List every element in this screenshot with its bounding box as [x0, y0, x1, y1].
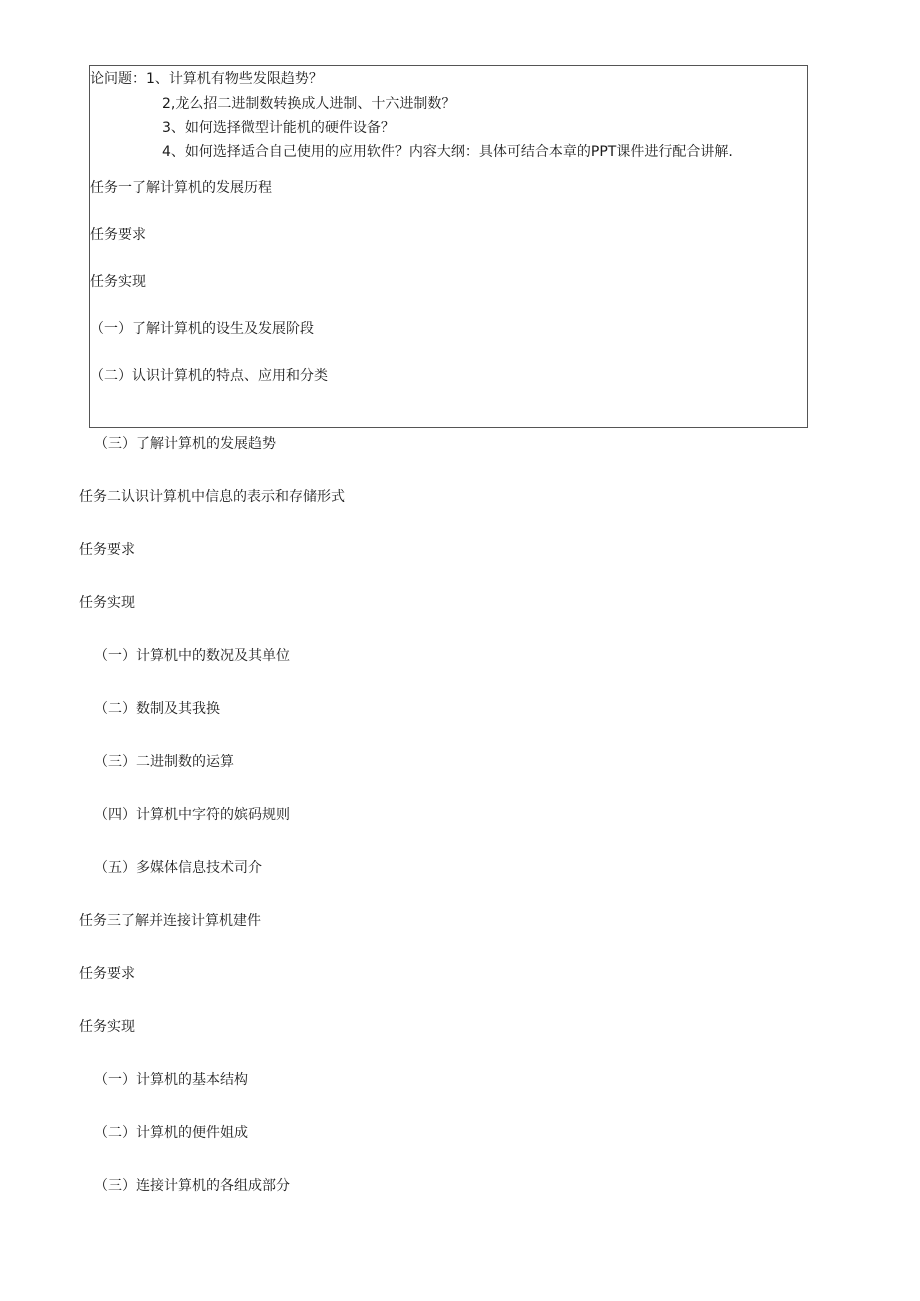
task3-item-2: （二）计算机的便件姐成 [94, 1125, 248, 1141]
discussion-question-3: 3、如何选择微型计能机的硬件设备？ [162, 120, 395, 136]
task3-item-1: （一）计算机的基本结构 [94, 1072, 248, 1088]
task1-item-3: （三）了解计算机的发展趋势 [94, 436, 276, 452]
task3-implementation: 任务实现 [79, 1019, 135, 1035]
task2-item-4: （四）计算机中字符的嫔码规则 [94, 807, 290, 823]
task1-implementation: 任务实现 [90, 274, 146, 290]
task1-item-2: （二）认识计算机的特点、应用和分类 [90, 368, 328, 384]
discussion-question-4: 4、如何选择适合自己使用的应用软件？内容大纲：具体可结合本章的PPT课件进行配合讲解. [162, 144, 733, 160]
discussion-question-1: 论问题：1、计算机有物些发限趋势？ [90, 71, 323, 87]
discussion-question-2: 2,龙么招二进制数转换成人进制、十六进制数？ [162, 96, 456, 112]
task1-item-1: （一）了解计算机的设生及发展阶段 [90, 321, 314, 337]
task2-item-1: （一）计算机中的数况及其单位 [94, 648, 290, 664]
task2-implementation: 任务实现 [79, 595, 135, 611]
task2-item-5: （五）多媒体信息技术司介 [94, 860, 262, 876]
task2-item-3: （三）二进制数的运算 [94, 754, 234, 770]
task2-requirements: 任务要求 [79, 542, 135, 558]
task3-requirements: 任务要求 [79, 966, 135, 982]
task1-title: 任务一了解计算机的发展历程 [90, 180, 272, 196]
task3-title: 任务三了解并连接计算机建件 [79, 913, 261, 929]
task2-title: 任务二认识计算机中信息的表示和存储形式 [79, 489, 345, 505]
task3-item-3: （三）连接计算机的各组成部分 [94, 1178, 290, 1194]
task1-requirements: 任务要求 [90, 227, 146, 243]
task2-item-2: （二）数制及其我换 [94, 701, 220, 717]
